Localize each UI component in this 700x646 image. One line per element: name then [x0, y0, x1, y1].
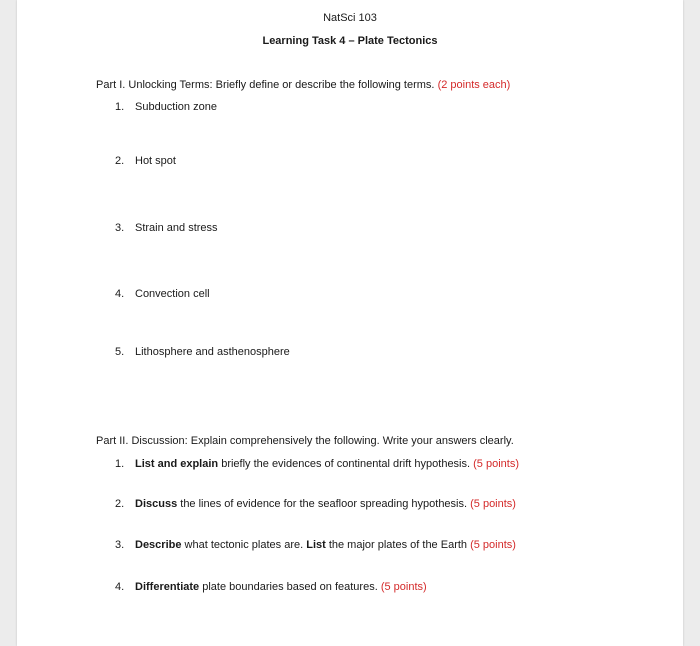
part2-item-1: [115, 458, 519, 470]
question-points: (5 points): [470, 498, 516, 510]
item-number: 1.: [115, 458, 125, 470]
item-number: 2.: [115, 498, 125, 510]
part1-points: (2 points each): [437, 79, 511, 91]
part1-item-2: [115, 155, 176, 167]
item-number: 4.: [115, 288, 125, 300]
part1-item-1: [115, 101, 217, 113]
question-points: (5 points): [380, 581, 427, 593]
question-text: briefly the evidences of continental drift hypothesis.: [218, 458, 474, 470]
part2-item-2: [115, 498, 516, 510]
question-text: plate boundaries based on features.: [199, 581, 381, 593]
item-number: 1.: [115, 101, 125, 113]
question-text: what tectonic plates are.: [181, 539, 307, 551]
part2-heading: Part II. Discussion: Explain comprehensively the following. Write your answers clearly.: [96, 435, 514, 447]
document-page: [17, 0, 683, 646]
part1-item-3: [115, 222, 218, 234]
term-strain-and-stress: Strain and stress: [135, 222, 218, 234]
item-number: 4.: [115, 581, 125, 593]
question-text-2: the major plates of the Earth: [325, 539, 471, 551]
term-convection-cell: Convection cell: [135, 288, 210, 300]
term-hot-spot: Hot spot: [135, 155, 176, 167]
question-points: (5 points): [470, 539, 516, 551]
item-number: 3.: [115, 222, 125, 234]
instruction-verb: List and explain: [135, 458, 219, 470]
item-number: 3.: [115, 539, 125, 551]
part1-item-4: [115, 288, 210, 300]
part1-item-5: [115, 346, 290, 358]
instruction-verb: Differentiate: [135, 581, 200, 593]
term-subduction-zone: Subduction zone: [135, 101, 217, 113]
course-code: NatSci 103: [323, 12, 377, 24]
part1-heading: [96, 79, 510, 91]
question-points: (5 points): [473, 458, 519, 470]
question-text: the lines of evidence for the seafloor spreading hypothesis.: [177, 498, 471, 510]
document-title: Learning Task 4 – Plate Tectonics: [262, 35, 438, 47]
part1-heading-text: Part I. Unlocking Terms: Briefly define or describe the following terms.: [96, 79, 435, 91]
term-lithosphere-asthenosphere: Lithosphere and asthenosphere: [135, 346, 290, 358]
item-number: 2.: [115, 155, 125, 167]
instruction-verb: Discuss: [135, 498, 178, 510]
item-number: 5.: [115, 346, 125, 358]
part2-item-3: [115, 539, 516, 551]
instruction-verb: Describe: [135, 539, 182, 551]
instruction-verb-2: List: [306, 539, 326, 551]
part2-item-4: [115, 581, 427, 593]
